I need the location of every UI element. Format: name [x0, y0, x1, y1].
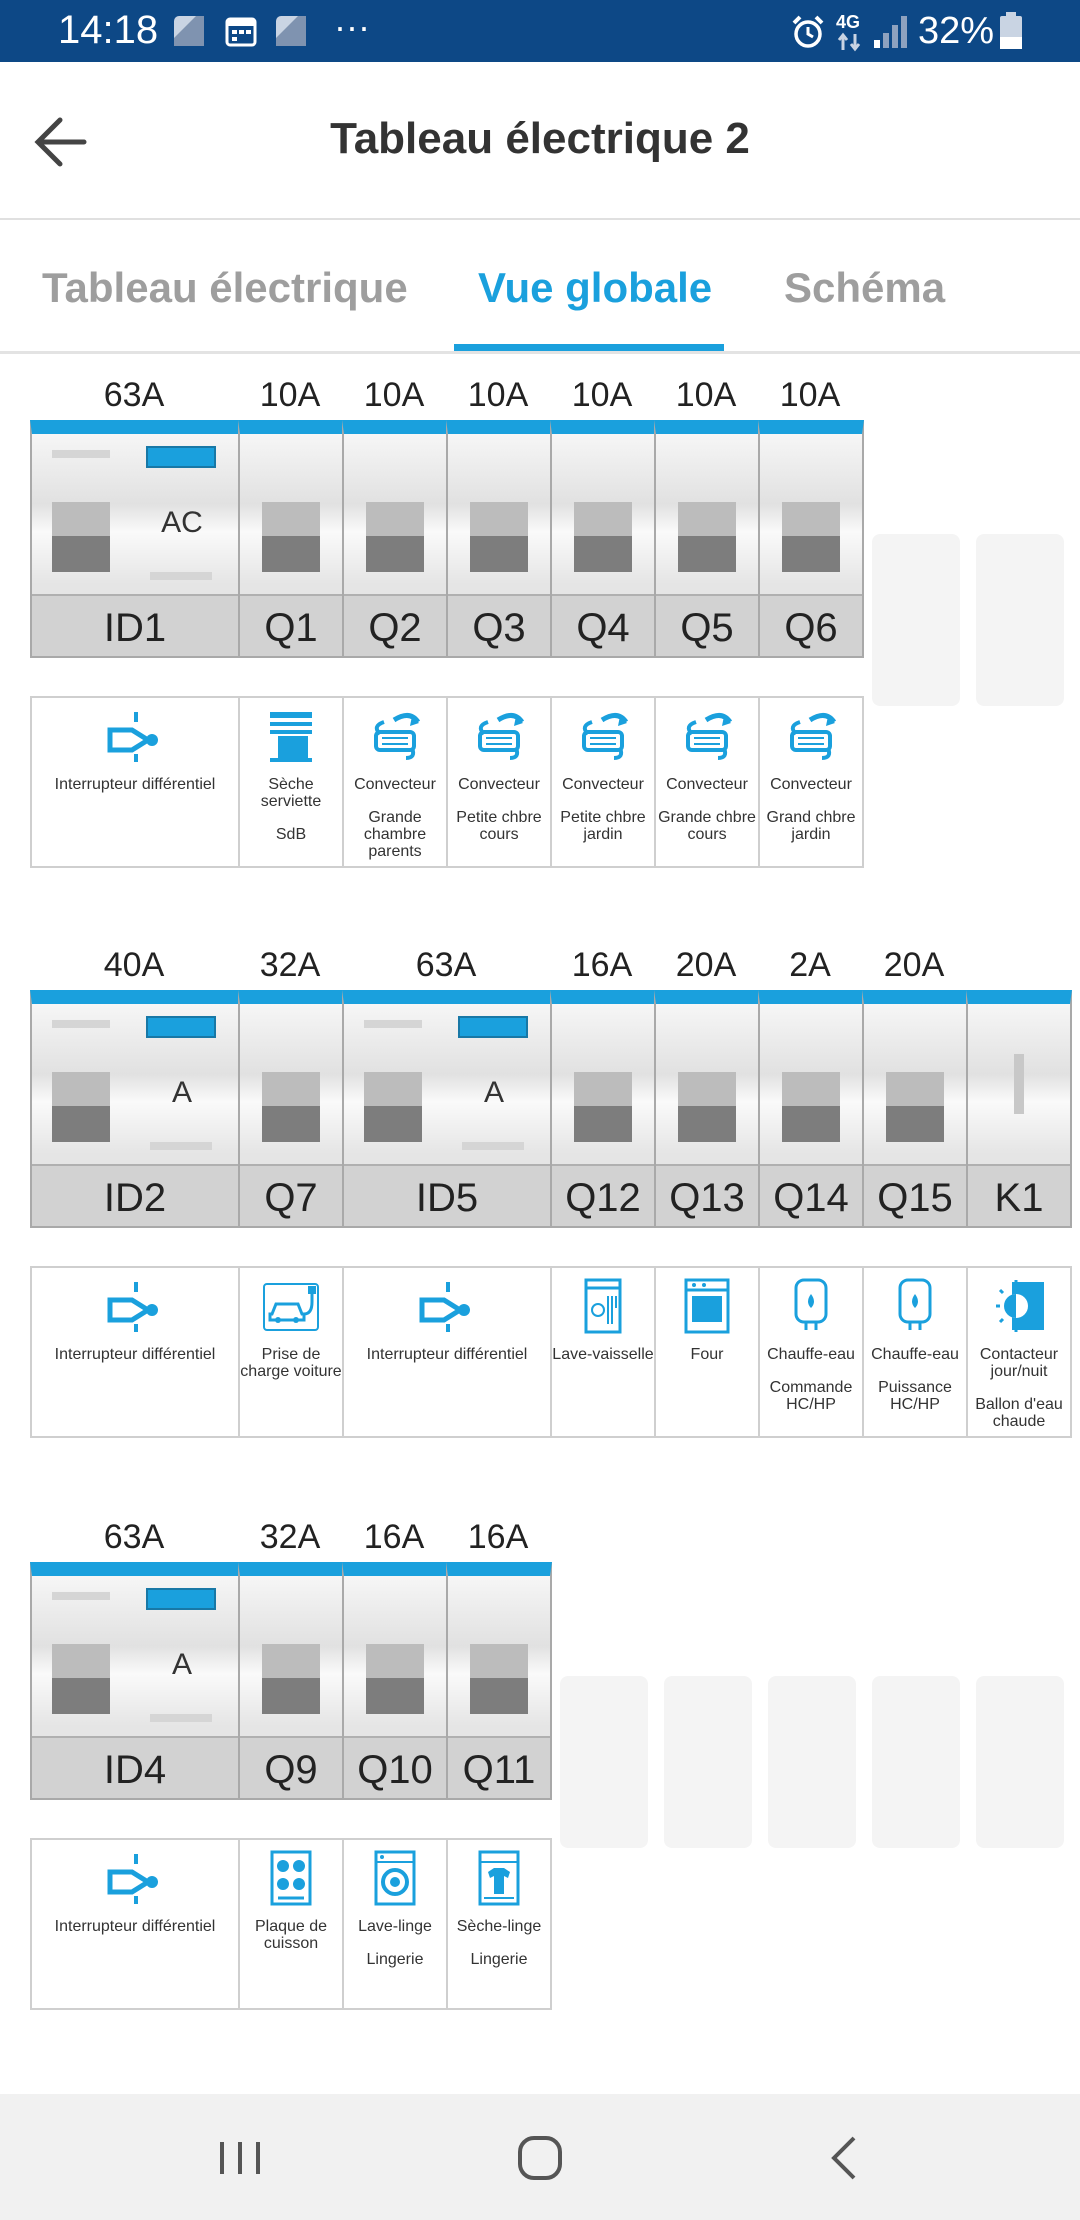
circuit-card-q10[interactable] — [342, 1838, 448, 2010]
amperage-q13: 20A — [675, 946, 737, 984]
amperage-q11: 16A — [467, 1518, 529, 1556]
amperage-q15: 20A — [883, 946, 945, 984]
empty-slot[interactable] — [560, 1676, 648, 1848]
circuit-type: Chauffe-eau — [871, 1346, 959, 1363]
towel-dryer-icon — [262, 708, 320, 764]
amperage-q9: 32A — [259, 1518, 321, 1556]
more-notifications: ··· — [334, 6, 370, 47]
circuit-location: Grand chbre jardin — [766, 809, 856, 843]
module-slot — [52, 450, 110, 458]
breaker-module-q15[interactable] — [862, 990, 968, 1228]
convector-icon — [782, 708, 840, 764]
battery-icon — [998, 12, 1024, 50]
convector-icon — [470, 708, 528, 764]
breaker-toggle — [364, 1072, 422, 1142]
breaker-module-q7[interactable] — [238, 990, 344, 1228]
tab-tableau-electrique[interactable]: Tableau électrique — [42, 264, 408, 311]
test-button — [146, 1588, 216, 1610]
circuit-card-q6[interactable] — [758, 696, 864, 868]
breaker-module-q3[interactable] — [446, 420, 552, 658]
breaker-row-1 — [0, 356, 1080, 876]
amperage-id1: 63A — [103, 376, 165, 414]
differential-type: A — [171, 1648, 192, 1681]
circuit-type: Sèche serviette — [260, 776, 322, 810]
circuit-type: Chauffe-eau — [767, 1346, 855, 1363]
breaker-toggle — [52, 1072, 110, 1142]
circuit-type: Plaque de cuisson — [254, 1918, 328, 1952]
status-bar — [0, 0, 1080, 62]
circuit-location: Lingerie — [366, 1951, 424, 1968]
module-id: ID5 — [344, 1164, 550, 1228]
cooktop-icon — [262, 1850, 320, 1906]
day-night-contactor-icon — [990, 1278, 1048, 1334]
circuit-location: Puissance HC/HP — [878, 1379, 952, 1413]
tab-schema[interactable]: Schéma — [784, 264, 946, 311]
breaker-module-q6[interactable] — [758, 420, 864, 658]
differential-switch-icon — [418, 1278, 476, 1334]
circuit-card-q5[interactable] — [654, 696, 760, 868]
module-id: Q12 — [552, 1164, 654, 1228]
module-id: Q2 — [344, 594, 446, 658]
module-id: K1 — [968, 1164, 1070, 1228]
breaker-row-3 — [0, 1498, 1080, 2018]
module-id: Q6 — [760, 594, 862, 658]
breaker-toggle — [52, 502, 110, 572]
differential-switch-icon — [106, 1278, 164, 1334]
circuit-location: SdB — [275, 826, 307, 843]
tab-vue-globale[interactable]: Vue globale — [478, 264, 713, 311]
empty-slot[interactable] — [664, 1676, 752, 1848]
breaker-module-q12[interactable] — [550, 990, 656, 1228]
circuit-card-q7[interactable] — [238, 1266, 344, 1438]
circuit-type: Interrupteur différentiel — [54, 776, 216, 793]
module-slot — [52, 1592, 110, 1600]
module-slot — [150, 1142, 212, 1150]
differential-type: AC — [161, 506, 203, 539]
test-button — [146, 446, 216, 468]
amperage-id4: 63A — [103, 1518, 165, 1556]
circuit-card-id5[interactable] — [342, 1266, 552, 1438]
breaker-module-id2[interactable] — [30, 990, 240, 1228]
circuit-type: Prise de charge voiture — [240, 1346, 342, 1380]
breaker-module-q13[interactable] — [654, 990, 760, 1228]
breaker-toggle — [678, 1072, 736, 1142]
breaker-toggle — [678, 502, 736, 572]
page-title: Tableau électrique 2 — [330, 114, 750, 163]
circuit-type: Contacteur jour/nuit — [979, 1346, 1059, 1380]
module-id: Q15 — [864, 1164, 966, 1228]
breaker-toggle — [574, 502, 632, 572]
breaker-module-k1[interactable] — [966, 990, 1072, 1228]
system-nav-bar — [0, 2094, 1080, 2220]
breaker-row-2 — [0, 926, 1080, 1446]
breaker-module-id1[interactable] — [30, 420, 240, 658]
circuit-card-id1[interactable] — [30, 696, 240, 868]
circuit-type: Four — [690, 1346, 724, 1363]
module-id: Q1 — [240, 594, 342, 658]
active-tab-indicator — [454, 344, 724, 351]
breaker-toggle — [886, 1072, 944, 1142]
circuit-card-q9[interactable] — [238, 1838, 344, 2010]
breaker-module-q11[interactable] — [446, 1562, 552, 1800]
module-slot — [364, 1020, 422, 1028]
amperage-id5: 63A — [415, 946, 477, 984]
test-button — [146, 1016, 216, 1038]
breaker-toggle — [470, 1644, 528, 1714]
convector-icon — [574, 708, 632, 764]
convector-icon — [678, 708, 736, 764]
washing-machine-icon — [366, 1850, 424, 1906]
panel-overview — [0, 356, 1080, 2094]
dryer-icon — [470, 1850, 528, 1906]
circuit-location: Ballon d'eau chaude — [975, 1396, 1063, 1430]
breaker-toggle — [262, 502, 320, 572]
breaker-module-q4[interactable] — [550, 420, 656, 658]
circuit-location: Commande HC/HP — [769, 1379, 853, 1413]
breaker-module-q10[interactable] — [342, 1562, 448, 1800]
amperage-q1: 10A — [259, 376, 321, 414]
breaker-module-q9[interactable] — [238, 1562, 344, 1800]
circuit-card-q3[interactable] — [446, 696, 552, 868]
circuit-type: Convecteur — [562, 776, 644, 793]
breaker-toggle — [574, 1072, 632, 1142]
signal-icon — [872, 14, 910, 50]
empty-slot[interactable] — [768, 1676, 856, 1848]
amperage-q4: 10A — [571, 376, 633, 414]
module-id: ID4 — [32, 1736, 238, 1800]
circuit-card-id4[interactable] — [30, 1838, 240, 2010]
breaker-toggle — [52, 1644, 110, 1714]
circuit-card-q12[interactable] — [550, 1266, 656, 1438]
water-heater-icon — [782, 1278, 840, 1334]
car-charger-icon — [262, 1278, 320, 1334]
app-bar — [0, 62, 1080, 220]
empty-slot[interactable] — [976, 1676, 1064, 1848]
breaker-toggle — [262, 1072, 320, 1142]
module-id: Q4 — [552, 594, 654, 658]
water-heater-icon — [886, 1278, 944, 1334]
circuit-card-q4[interactable] — [550, 696, 656, 868]
circuit-location: Petite chbre jardin — [560, 809, 646, 843]
amperage-q6: 10A — [779, 376, 841, 414]
module-id: Q9 — [240, 1736, 342, 1800]
data-arrows-icon — [836, 32, 862, 52]
module-id: Q7 — [240, 1164, 342, 1228]
circuit-location: Petite chbre cours — [456, 809, 542, 843]
amperage-q2: 10A — [363, 376, 425, 414]
circuit-card-q11[interactable] — [446, 1838, 552, 2010]
module-id: ID1 — [32, 594, 238, 658]
notes-icon — [172, 14, 206, 48]
circuit-location: Lingerie — [470, 1951, 528, 1968]
status-time: 14:18 — [58, 8, 159, 52]
circuit-card-q2[interactable] — [342, 696, 448, 868]
amperage-q3: 10A — [467, 376, 529, 414]
recent-apps-icon[interactable] — [210, 2130, 270, 2186]
breaker-module-id5[interactable] — [342, 990, 552, 1228]
amperage-q14: 2A — [789, 946, 831, 984]
circuit-type: Interrupteur différentiel — [366, 1346, 528, 1363]
circuit-type: Sèche-linge — [456, 1918, 542, 1935]
circuit-card-q13[interactable] — [654, 1266, 760, 1438]
circuit-type: Lave-linge — [358, 1918, 432, 1935]
differential-type: A — [171, 1076, 192, 1109]
home-icon[interactable] — [510, 2130, 570, 2186]
differential-switch-icon — [106, 708, 164, 764]
circuit-type: Convecteur — [770, 776, 852, 793]
breaker-module-q5[interactable] — [654, 420, 760, 658]
alarm-icon — [790, 14, 826, 50]
breaker-toggle — [366, 1644, 424, 1714]
circuit-type: Lave-vaisselle — [552, 1346, 654, 1363]
breaker-module-q1[interactable] — [238, 420, 344, 658]
module-slot — [52, 1020, 110, 1028]
module-slot — [150, 1714, 212, 1722]
system-back-icon[interactable] — [814, 2130, 874, 2186]
module-id: Q3 — [448, 594, 550, 658]
amperage-q10: 16A — [363, 1518, 425, 1556]
circuit-type: Convecteur — [666, 776, 748, 793]
differential-switch-icon — [106, 1850, 164, 1906]
differential-type: A — [483, 1076, 504, 1109]
module-id: Q11 — [448, 1736, 550, 1800]
breaker-module-id4[interactable] — [30, 1562, 240, 1800]
circuit-type: Convecteur — [354, 776, 436, 793]
module-id: Q13 — [656, 1164, 758, 1228]
memo-icon — [274, 14, 308, 48]
oven-icon — [678, 1278, 736, 1334]
empty-slot[interactable] — [872, 534, 960, 706]
module-id: Q5 — [656, 594, 758, 658]
convector-icon — [366, 708, 424, 764]
empty-slot[interactable] — [872, 1676, 960, 1848]
circuit-card-k1[interactable] — [966, 1266, 1072, 1438]
module-slot — [462, 1142, 524, 1150]
amperage-q7: 32A — [259, 946, 321, 984]
breaker-toggle — [262, 1644, 320, 1714]
breaker-toggle — [470, 502, 528, 572]
module-id: Q10 — [344, 1736, 446, 1800]
test-button — [458, 1016, 528, 1038]
breaker-module-q14[interactable] — [758, 990, 864, 1228]
circuit-card-q1[interactable] — [238, 696, 344, 868]
module-slot — [150, 572, 212, 580]
circuit-card-q15[interactable] — [862, 1266, 968, 1438]
amperage-q12: 16A — [571, 946, 633, 984]
amperage-q5: 10A — [675, 376, 737, 414]
module-id: ID2 — [32, 1164, 238, 1228]
circuit-type: Interrupteur différentiel — [54, 1346, 216, 1363]
calendar-icon — [224, 14, 258, 48]
breaker-toggle — [782, 1072, 840, 1142]
contactor-indicator — [1014, 1054, 1024, 1114]
amperage-id2: 40A — [103, 946, 165, 984]
circuit-card-id2[interactable] — [30, 1266, 240, 1438]
tab-bar — [0, 220, 1080, 354]
dishwasher-icon — [574, 1278, 632, 1334]
circuit-location: Grande chambre parents — [363, 809, 427, 860]
breaker-module-q2[interactable] — [342, 420, 448, 658]
circuit-type: Interrupteur différentiel — [54, 1918, 216, 1935]
circuit-location: Grande chbre cours — [658, 809, 756, 843]
circuit-type: Convecteur — [458, 776, 540, 793]
battery-percent: 32% — [918, 10, 995, 52]
breaker-toggle — [782, 502, 840, 572]
circuit-card-q14[interactable] — [758, 1266, 864, 1438]
module-id: Q14 — [760, 1164, 862, 1228]
empty-slot[interactable] — [976, 534, 1064, 706]
network-type: 4G — [836, 12, 861, 32]
breaker-toggle — [366, 502, 424, 572]
